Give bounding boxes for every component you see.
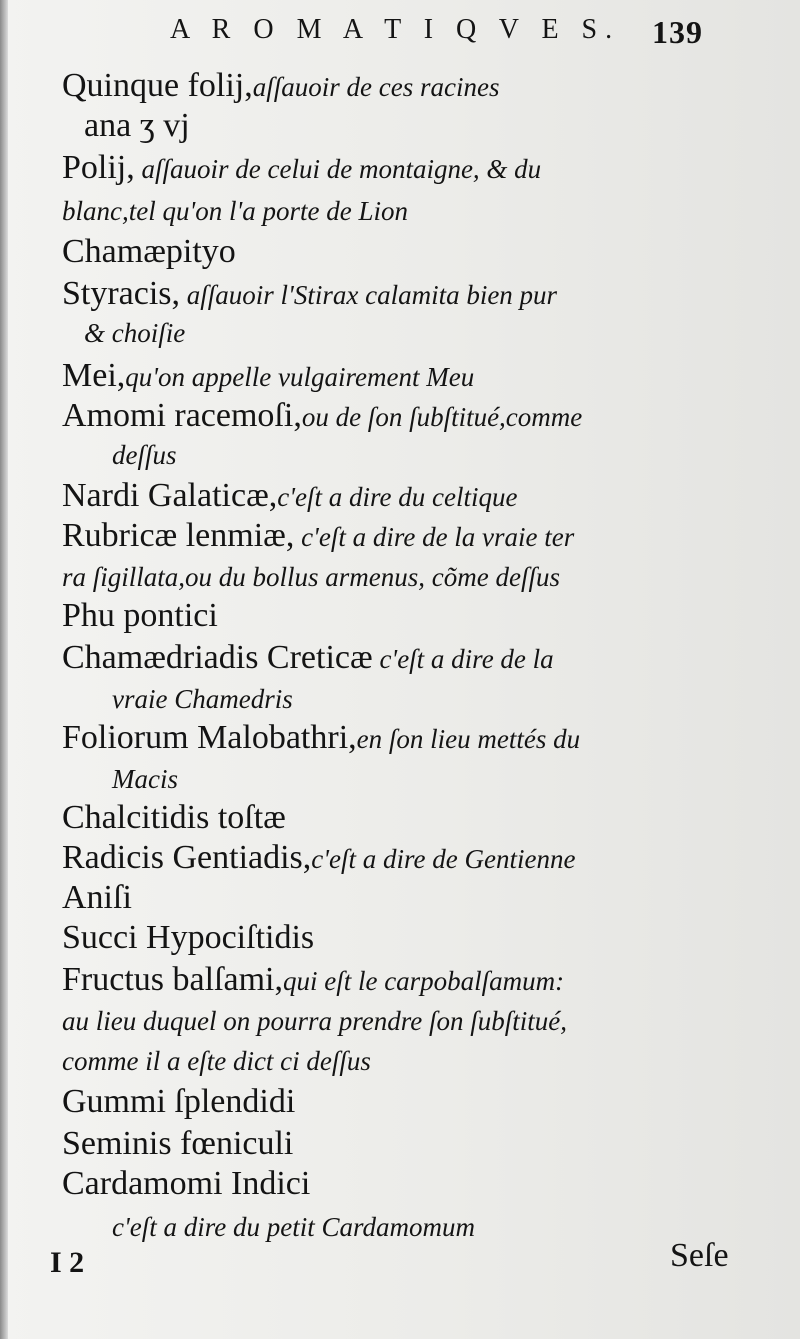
text-line: Cardamomi Indici xyxy=(62,1165,311,1202)
page-header xyxy=(0,14,800,54)
text-line: Nardi Galaticæ,c'eſt a dire du celtique xyxy=(62,477,518,514)
text-line: Rubricæ lenmiæ, c'eſt a dire de la vraie ter xyxy=(62,517,575,554)
text-line: Radicis Gentiadis,c'eſt a dire de Gentienne xyxy=(62,839,576,876)
text-line: Foliorum Malobathri,en ſon lieu mettés du xyxy=(62,719,581,756)
text-line: Amomi racemoſi,ou de ſon ſubſtitué,comme xyxy=(62,397,583,434)
signature-mark: I 2 xyxy=(50,1246,85,1279)
text-line: Phu pontici xyxy=(62,597,218,634)
text-line: deſſus xyxy=(112,440,177,470)
text-line: Chalcitidis toſtæ xyxy=(62,799,286,836)
text-line: au lieu duquel on pourra prendre ſon ſubſtitué, xyxy=(62,1006,567,1036)
text-line: Gummi ſplendidi xyxy=(62,1083,296,1120)
text-line: Styracis, aſſauoir l'Stirax calamita bien pur xyxy=(62,275,558,312)
text-line: comme il a eſte dict ci deſſus xyxy=(62,1046,371,1076)
text-line: Mei,qu'on appelle vulgairement Meu xyxy=(62,357,475,394)
text-line: Quinque folij,aſſauoir de ces racines xyxy=(62,67,500,104)
text-line: vraie Chamedris xyxy=(112,684,293,714)
text-line: Seminis fœniculi xyxy=(62,1125,294,1162)
text-line: & choiſie xyxy=(84,318,186,348)
text-line: Succi Hypociſtidis xyxy=(62,919,315,956)
text-line: Chamæpityo xyxy=(62,233,236,270)
running-title: A R O M A T I Q V E S. xyxy=(170,14,621,45)
text-line: ra ſigillata,ou du bollus armenus, cõme deſſus xyxy=(62,562,560,592)
text-line: Polij, aſſauoir de celui de montaigne, & du xyxy=(62,149,542,186)
page-number: 139 xyxy=(652,14,703,50)
text-line: ana ʒ vj xyxy=(84,107,190,144)
catchword: Seſe xyxy=(670,1237,729,1274)
text-line: Fructus balſami,qui eſt le carpobalſamum: xyxy=(62,961,565,998)
text-line: Macis xyxy=(112,764,178,794)
text-line: Chamædriadis Creticæ c'eſt a dire de la xyxy=(62,639,554,676)
text-line: Aniſi xyxy=(62,879,132,916)
text-line: c'eſt a dire du petit Cardamomum xyxy=(112,1212,475,1242)
text-line: blanc,tel qu'on l'a porte de Lion xyxy=(62,196,409,226)
page-gutter-shadow xyxy=(0,0,8,1339)
